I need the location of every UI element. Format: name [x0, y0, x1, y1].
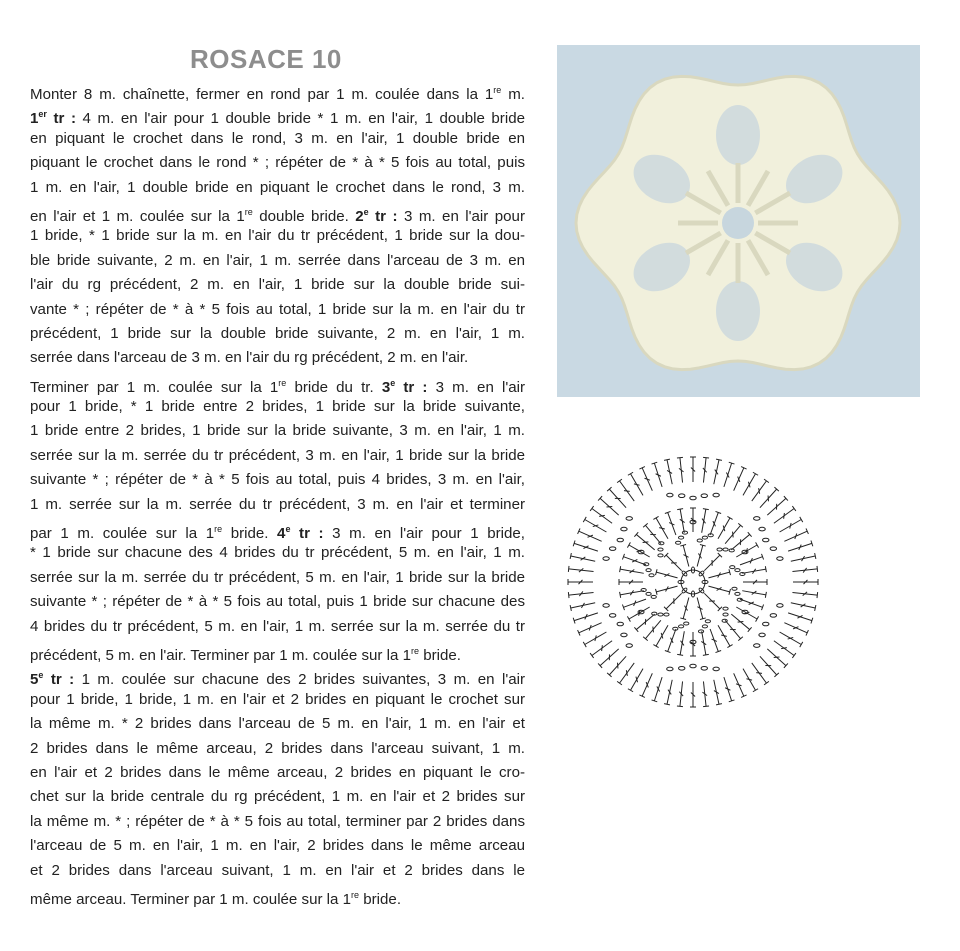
page-title: ROSACE 10: [190, 44, 342, 74]
crochet-chart-diagram: [548, 432, 848, 732]
instruction-line: piquant le crochet dans le rond * ; répéter de * à * 5 fois au total, puis: [30, 154, 525, 172]
instruction-line: suivante * ; répéter de * à * 5 fois au total, puis 1 bride sur chacune des: [30, 593, 525, 611]
instruction-line: serrée sur la m. serrée du tr précédent, 5 m. en l'air, 1 bride sur la bride: [30, 568, 525, 586]
instruction-line: vante * ; répéter de * à * 5 fois au total, 1 bride sur la m. en l'air du tr: [30, 300, 525, 318]
instruction-line: l'arceau de 5 m. en l'air, 1 m. en l'air, 2 brides dans le même arceau: [30, 837, 525, 855]
instruction-line: par 1 m. coulée sur la 1re bride. 4e tr : 3 m. en l'air pour 1 bride,: [30, 524, 525, 543]
instruction-line: la même m. * 2 brides dans l'arceau de 5 m. en l'air, 1 m. en l'air et: [30, 715, 525, 733]
instruction-line: ble bride suivante, 2 m. en l'air, 1 m. serrée dans l'arceau de 3 m. en: [30, 251, 525, 269]
instruction-line: serrée sur la m. serrée du tr précédent, 3 m. en l'air, 1 bride sur la bride: [30, 446, 525, 464]
instruction-line: Monter 8 m. chaînette, fermer en rond par 1 m. coulée dans la 1re m.: [30, 85, 525, 104]
rosette-photo: [557, 45, 920, 397]
instruction-line: 1 m. serrée sur la m. serrée du tr précédent, 3 m. en l'air et terminer: [30, 495, 525, 513]
instructions-text: [30, 78, 525, 907]
instruction-line: suivante * ; répéter de * à * 5 fois au total, puis 4 brides, 3 m. en l'air,: [30, 471, 525, 489]
instruction-line: précédent, 1 bride sur la double bride suivante, 2 m. en l'air, 1 m.: [30, 324, 525, 342]
instruction-line: et 2 brides dans l'arceau suivant, 1 m. en l'air et 2 brides dans le: [30, 861, 525, 879]
instruction-line: même arceau. Terminer par 1 m. coulée sur la 1re bride.: [30, 889, 402, 908]
instruction-line: 2 brides dans le même arceau, 2 brides dans l'arceau suivant, 1 m.: [30, 739, 525, 757]
instruction-line: serrée dans l'arceau de 3 m. en l'air du rg précédent, 2 m. en l'air.: [30, 349, 469, 367]
instruction-line: * 1 bride sur chacune des 4 brides du tr précédent, 5 m. en l'air, 1 m.: [30, 544, 525, 562]
instruction-line: 4 brides du tr précédent, 5 m. en l'air, 1 m. serrée sur la m. serrée du tr: [30, 617, 525, 635]
instruction-line: Terminer par 1 m. coulée sur la 1re bride du tr. 3e tr : 3 m. en l'air: [30, 377, 525, 396]
instruction-line: pour 1 bride, 1 bride, 1 m. en l'air et 2 brides en piquant le crochet sur: [30, 690, 525, 708]
instruction-line: en l'air et 1 m. coulée sur la 1re double bride. 2e tr : 3 m. en l'air pour: [30, 206, 525, 225]
instruction-line: précédent, 5 m. en l'air. Terminer par 1 m. coulée sur la 1re bride.: [30, 645, 461, 665]
instruction-line: l'air du rg précédent, 2 m. en l'air, 1 bride sur la double bride sui-: [30, 276, 525, 294]
instruction-line: en piquant le crochet dans le rond, 3 m. en l'air, 1 double bride en: [30, 129, 525, 147]
instruction-line: 1 m. en l'air, 1 double bride en piquant le crochet dans le rond, 3 m.: [30, 178, 525, 196]
instruction-line: la même m. * ; répéter de * à * 5 fois au total, terminer par 2 brides dans: [30, 812, 525, 830]
instruction-line: 5e tr : 1 m. coulée sur chacune des 2 brides suivantes, 3 m. en l'air: [30, 670, 525, 689]
instruction-line: 1 bride entre 2 brides, 1 bride sur la bride suivante, 3 m. en l'air, 1 m.: [30, 422, 525, 440]
instruction-line: en l'air et 2 brides dans le même arceau, 2 brides en piquant le cro-: [30, 763, 525, 781]
instruction-line: pour 1 bride, * 1 bride entre 2 brides, 1 bride sur la bride suivante,: [30, 398, 525, 416]
instruction-line: chet sur la bride centrale du rg précédent, 1 m. en l'air et 2 brides sur: [30, 788, 525, 806]
instruction-line: 1 bride, * 1 bride sur la m. en l'air du tr précédent, 1 bride sur la dou-: [30, 227, 525, 245]
instruction-line: 1er tr : 4 m. en l'air pour 1 double bride * 1 m. en l'air, 1 double bride: [30, 109, 525, 128]
